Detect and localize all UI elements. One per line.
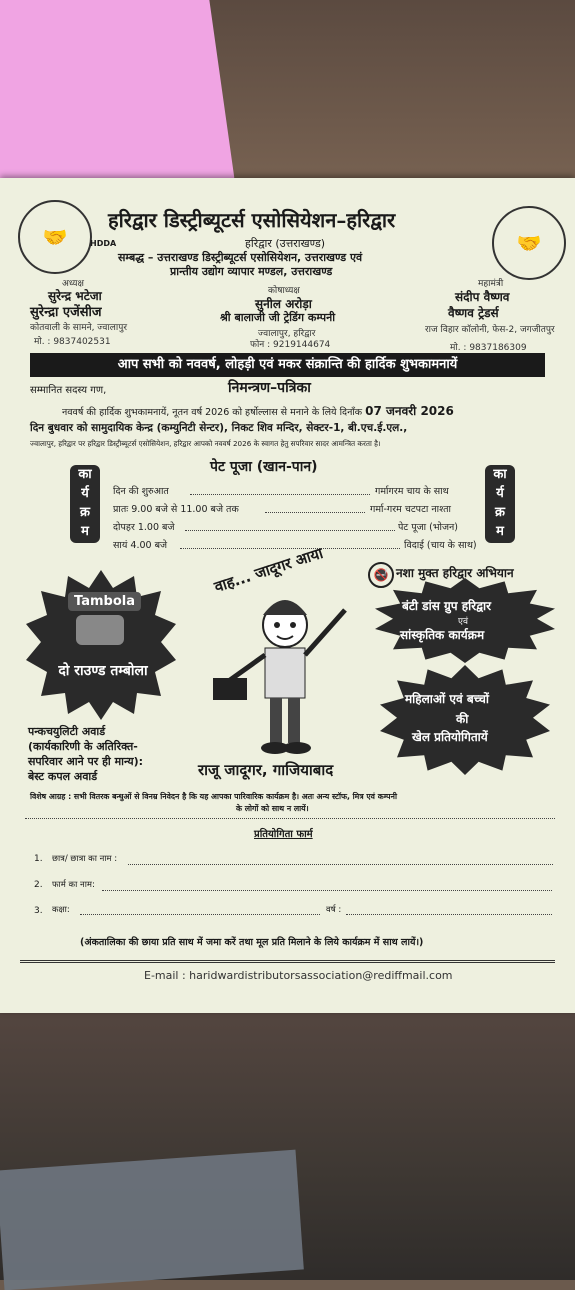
president-name: सुरेन्द्र भटेजा xyxy=(48,289,102,303)
form-field-1-label: छात्र/ छात्रा का नाम : xyxy=(52,854,118,864)
schedule-row-2-item: गर्मा-गरम चटपटा नाश्ता xyxy=(370,504,451,515)
form-title: प्रतियोगिता फार्म xyxy=(254,829,313,840)
schedule-row-4-item: विदाई (चाय के साथ) xyxy=(404,540,477,551)
women-kids-line-2: की xyxy=(456,712,469,726)
schedule-row-2-time: प्रातः 9.00 बजे से 11.00 बजे तक xyxy=(113,504,239,515)
president-address: कोतवाली के सामने, ज्वालापुर xyxy=(30,323,127,333)
treasurer-address: ज्वालापुर, हरिद्वार xyxy=(258,329,316,339)
cultural-program: सांस्कृतिक कार्यक्रम xyxy=(400,628,485,642)
class-field[interactable] xyxy=(80,914,320,915)
association-seal-left-icon: 🤝 xyxy=(18,200,92,274)
form-field-2-number: 2. xyxy=(34,880,43,890)
event-date: 07 जनवरी 2026 xyxy=(365,404,454,418)
schedule-leader xyxy=(180,548,400,549)
women-kids-line-1: महिलाओं एवं बच्चों xyxy=(405,692,489,706)
special-request-2: के लोगों को साथ न लायें। xyxy=(236,804,309,813)
schedule-row-4-time: सायं 4.00 बजे xyxy=(113,540,168,551)
affiliation-line-2: प्रान्तीय उद्योग व्यापार मण्डल, उत्तराखण्ड xyxy=(170,265,333,278)
secretary-phone: मो. : 9837186309 xyxy=(450,343,527,353)
schedule-leader xyxy=(190,494,370,495)
year-field[interactable] xyxy=(346,914,552,915)
dance-group: बंटी डांस ग्रुप हरिद्वार xyxy=(402,599,492,613)
president-phone: मो. : 9837402531 xyxy=(34,337,111,347)
schedule-row-3-item: पेट पूजा (भोजन) xyxy=(398,522,459,533)
president-role: अध्यक्ष xyxy=(62,279,84,289)
footer-divider xyxy=(20,960,555,963)
form-note: (अंकतालिका की छाया प्रति साथ में जमा करें तथा मूल प्रति मिलाने के लिये कार्यक्रम में साथ लायें।) xyxy=(80,937,424,948)
magician-illustration-icon xyxy=(205,570,365,760)
association-location: हरिद्वार (उत्तराखण्ड) xyxy=(245,237,326,250)
body-line-1: नववर्ष की हार्दिक शुभकामनायें, नूतन वर्ष 2026 को हर्षोल्लास से मनाने के लिये दिनाँक 07 जनवरी 2026 xyxy=(62,404,454,418)
firm-name-field[interactable] xyxy=(102,890,552,891)
hdda-logo-icon: HDDA xyxy=(90,239,117,248)
affiliation-line-1: सम्बद्ध – उत्तराखण्ड डिस्ट्रीब्यूटर्स एसोसियेशन, उत्तराखण्ड एवं xyxy=(118,251,363,264)
magician-credit: राजू जादूगर, गाजियाबाद xyxy=(198,761,334,779)
treasurer-name: सुनील अरोड़ा xyxy=(255,297,312,311)
form-field-1-number: 1. xyxy=(34,854,43,864)
invitation-title: निमन्त्रण–पत्रिका xyxy=(228,380,311,396)
tambola-text: दो राउण्ड तम्बोला xyxy=(58,663,148,679)
salutation: सम्मानित सदस्य गण, xyxy=(30,385,107,396)
treasurer-firm: श्री बालाजी जी ट्रेडिंग कम्पनी xyxy=(220,311,336,324)
footer-email: E-mail : haridwardistributorsassociation@rediffmail.com xyxy=(144,969,453,982)
secretary-firm: वैष्णव ट्रेडर्स xyxy=(448,306,499,320)
schedule-row-1-time: दिन की शुरुआत xyxy=(113,486,169,497)
form-field-3-label-2: वर्ष : xyxy=(326,905,342,915)
cloth xyxy=(0,1150,304,1290)
treasurer-phone: फोन : 9219144674 xyxy=(250,340,331,350)
body-line-2: दिन बुधवार को सामुदायिक केन्द्र (कम्युनिटी सेन्टर), निकट शिव मन्दिर, सेक्टर-1, बी.एच.ई.एल., xyxy=(30,422,408,434)
program-label-right: का र्य क्र म xyxy=(485,465,515,543)
special-request: विशेष आग्रह : सभी वितरक बन्धुओं से विनम्र निवेदन है कि यह आपका पारिवारिक कार्यक्रम है। अतः अन्य स्टॉफ, मित्र एवं कम्पनी xyxy=(30,792,397,801)
magician-heading: वाह... जादूगर आया xyxy=(211,543,326,597)
association-title: हरिद्वार डिस्ट्रीब्यूटर्स एसोसियेशन–हरिद्वार xyxy=(108,208,396,232)
women-kids-line-3: खेल प्रतियोगितायें xyxy=(412,730,488,744)
schedule-row-3-time: दोपहर 1.00 बजे xyxy=(113,522,175,533)
secretary-role: महामंत्री xyxy=(478,279,504,289)
drug-free-campaign: नशा मुक्त हरिद्वार अभियान xyxy=(396,566,514,580)
tambola-ticket-icon xyxy=(76,615,124,645)
schedule-row-1-item: गर्मागरम चाय के साथ xyxy=(375,486,449,497)
association-seal-right-icon: 🤝 xyxy=(492,206,566,280)
no-smoking-icon: 🚭 xyxy=(368,562,394,588)
award-line-2: (कार्यकारिणी के अतिरिक्त- xyxy=(28,740,138,753)
student-name-field[interactable] xyxy=(128,864,553,865)
and-word: एवं xyxy=(458,617,468,627)
menu-title: पेट पूजा (खान-पान) xyxy=(210,459,318,475)
tambola-logo: Tambola xyxy=(68,592,141,611)
secretary-address: राज विहार कॉलोनी, फेस-2, जगजीतपुर xyxy=(425,325,555,335)
greeting-banner: आप सभी को नववर्ष, लोहड़ी एवं मकर संक्रान्ति की हार्दिक शुभकामनायें xyxy=(30,353,545,377)
program-label-left: का र्य क्र म xyxy=(70,465,100,543)
secretary-name: संदीप वैष्णव xyxy=(455,290,510,304)
body-line-3: ज्वालापुर, हरिद्वार पर हरिद्वार डिस्ट्रीब्यूटर्स एसोसियेशन, हरिद्वार आपको नववर्ष 2026 के स्वागत हेतु सपरिवार सादर आमन्त्रित करता है। xyxy=(30,439,381,448)
award-line-3: सपरिवार आने पर ही मान्य): xyxy=(28,755,144,768)
schedule-leader xyxy=(265,512,365,513)
award-line-1: पन्कचयुलिटी अवार्ड xyxy=(28,725,106,738)
president-firm: सुरेन्द्रा एजेंसीज xyxy=(30,305,102,320)
schedule-leader xyxy=(185,530,395,531)
form-field-3-number: 3. xyxy=(34,906,43,916)
form-field-3-label: कक्षा: xyxy=(52,905,70,915)
form-field-2-label: फार्म का नाम: xyxy=(52,880,95,890)
treasurer-role: कोषाध्यक्ष xyxy=(268,286,300,296)
award-line-4: बेस्ट कपल अवार्ड xyxy=(28,770,98,783)
cut-line xyxy=(25,818,555,819)
